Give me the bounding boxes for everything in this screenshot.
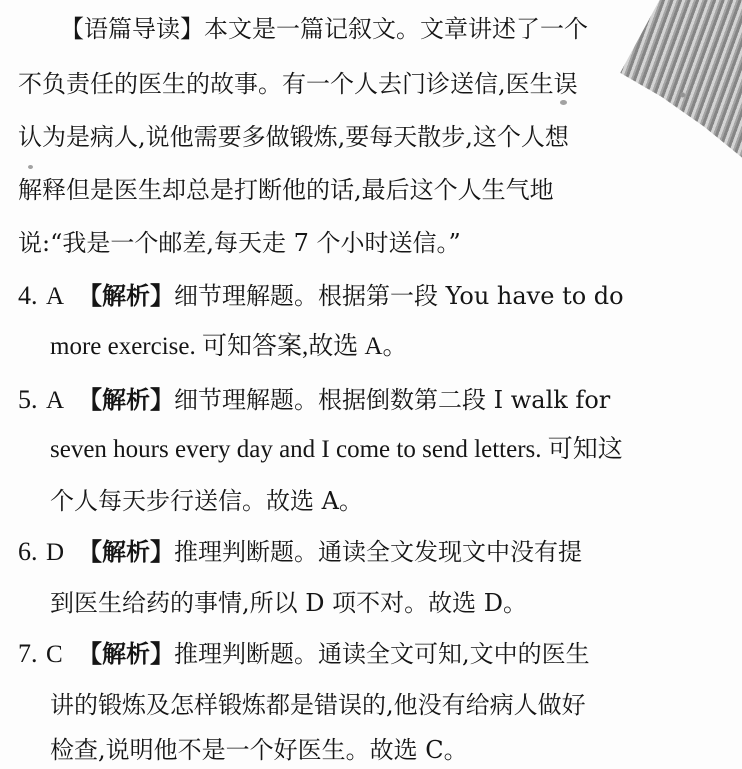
answer-4-line	[18, 279, 624, 314]
reading-guide-line: 解释但是医生却总是打断他的话,最后这个人生气地	[18, 176, 554, 204]
reading-guide-line: 认为是病人,说他需要多做锻炼,要每天散步,这个人想	[18, 123, 569, 151]
answer-5-continued-line: 个人每天步行送信。故选 A。	[50, 487, 363, 515]
answer-letter: C	[46, 641, 63, 668]
analysis-tag: 【解析】	[78, 639, 174, 668]
answer-number: 6.	[18, 537, 38, 566]
answer-5-line	[18, 383, 610, 418]
analysis-text: 推理判断题。通读全文发现文中没有提	[174, 538, 582, 566]
reading-guide-line: 不负责任的医生的故事。有一个人去门诊送信,医生误	[18, 70, 578, 98]
answer-5-continued-line: seven hours every day and I come to send letters. 可知这	[50, 436, 623, 463]
reading-guide-line: 【语篇导读】本文是一篇记叙文。文章讲述了一个	[60, 15, 588, 43]
analysis-text: 细节理解题。根据倒数第二段 I walk for	[174, 386, 611, 414]
answer-7-line	[18, 637, 590, 672]
answer-4-continued-line: more exercise. 可知答案,故选 A。	[50, 333, 408, 360]
analysis-tag: 【解析】	[78, 537, 174, 566]
answer-letter: A	[46, 283, 65, 310]
answer-number: 7.	[18, 639, 38, 668]
answer-letter: A	[46, 387, 65, 414]
answer-7-continued-line: 讲的锻炼及怎样锻炼都是错误的,他没有给病人做好	[50, 691, 586, 719]
analysis-text: 推理判断题。通读全文可知,文中的医生	[174, 640, 590, 668]
answer-6-line	[18, 535, 582, 570]
analysis-tag: 【解析】	[78, 385, 174, 414]
answer-letter: D	[46, 539, 65, 566]
analysis-text: 细节理解题。根据第一段 You have to do	[174, 282, 624, 310]
answer-7-continued-line: 检查,说明他不是一个好医生。故选 C。	[50, 736, 468, 764]
analysis-tag: 【解析】	[78, 281, 174, 310]
answer-number: 5.	[18, 385, 38, 414]
answer-6-continued-line: 到医生给药的事情,所以 D 项不对。故选 D。	[50, 589, 527, 617]
reading-guide-line: 说:“我是一个邮差,每天走 7 个小时送信。”	[18, 229, 461, 257]
answer-number: 4.	[18, 281, 38, 310]
